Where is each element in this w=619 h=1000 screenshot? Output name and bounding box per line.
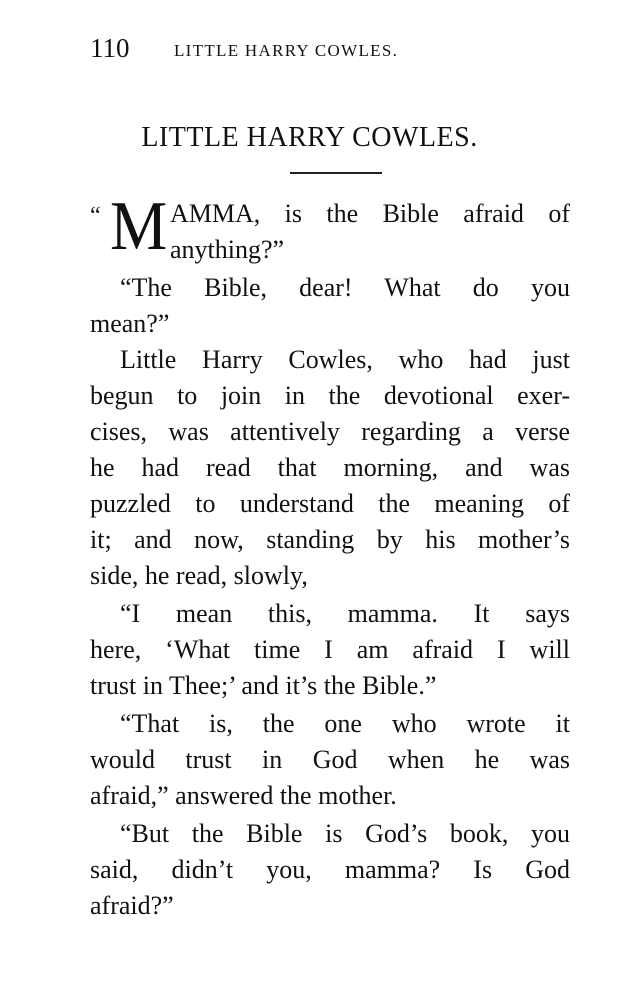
text-line-4: mean?” bbox=[90, 309, 170, 338]
text-line-11: side, he read, slowly, bbox=[90, 561, 308, 590]
text-line-6: begun to join in the devotional exer- bbox=[90, 381, 570, 410]
text-line-7: cises, was attentively regarding a verse bbox=[90, 417, 570, 446]
text-line-9: puzzled to understand the meaning of bbox=[90, 489, 570, 518]
text-line-16: would trust in God when he was bbox=[90, 745, 570, 774]
page-number: 110 bbox=[90, 33, 130, 63]
text-line-14: trust in Thee;’ and it’s the Bible.” bbox=[90, 671, 437, 700]
text-line-20: afraid?” bbox=[90, 891, 174, 920]
text-line-17: afraid,” answered the mother. bbox=[90, 781, 397, 810]
text-line-10: it; and now, standing by his mother’s bbox=[90, 525, 570, 554]
text-line-18: “But the Bible is God’s book, you bbox=[120, 819, 570, 848]
text-line-3: “The Bible, dear! What do you bbox=[120, 273, 570, 302]
chapter-title: LITTLE HARRY COWLES. bbox=[141, 122, 478, 153]
text-line-5: Little Harry Cowles, who had just bbox=[120, 345, 570, 374]
dropcap-letter: M bbox=[110, 188, 168, 265]
text-line-12: “I mean this, mamma. It says bbox=[120, 599, 570, 628]
title-rule bbox=[290, 172, 382, 174]
text-line-1: AMMA, is the Bible afraid of bbox=[170, 199, 570, 228]
running-title: LITTLE HARRY COWLES. bbox=[174, 41, 399, 60]
dropcap-open-quote: “ bbox=[90, 203, 101, 229]
text-line-15: “That is, the one who wrote it bbox=[120, 709, 570, 738]
text-line-19: said, didn’t you, mamma? Is God bbox=[90, 855, 570, 884]
text-line-8: he had read that morning, and was bbox=[90, 453, 570, 482]
running-head bbox=[90, 30, 570, 70]
text-line-13: here, ‘What time I am afraid I will bbox=[90, 635, 570, 664]
text-line-2: anything?” bbox=[170, 235, 285, 264]
